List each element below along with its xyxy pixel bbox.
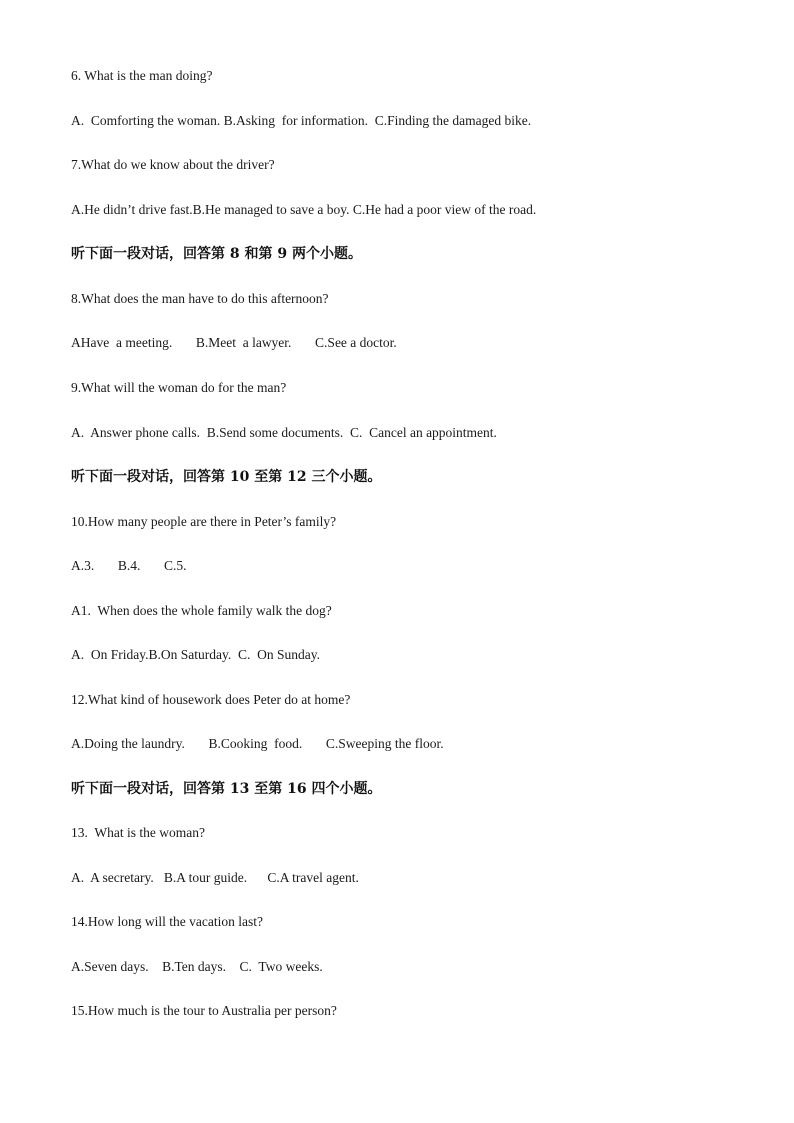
- question-14-options: A.Seven days. B.Ten days. C. Two weeks.: [71, 959, 323, 974]
- question-13-options: A. A secretary. B.A tour guide. C.A travel agent.: [71, 870, 359, 885]
- section-heading-q8-q9: 听下面一段对话，回答第 8 和第 9 两个小题。: [71, 246, 362, 262]
- question-7-options: A.He didn’t drive fast.B.He managed to save a boy. C.He had a poor view of the road.: [71, 202, 537, 217]
- question-11: A1. When does the whole family walk the dog?: [71, 603, 332, 618]
- question-9-options: A. Answer phone calls. B.Send some documents. C. Cancel an appointment.: [71, 425, 497, 440]
- question-14: 14.How long will the vacation last?: [71, 914, 263, 929]
- section-heading-q10-q12: 听下面一段对话，回答第 10 至第 12 三个小题。: [71, 469, 382, 485]
- question-12-options: A.Doing the laundry. B.Cooking food. C.Sweeping the floor.: [71, 736, 444, 751]
- question-6: 6. What is the man doing?: [71, 68, 213, 83]
- question-7: 7.What do we know about the driver?: [71, 157, 275, 172]
- question-8-options: AHave a meeting. B.Meet a lawyer. C.See a doctor.: [71, 335, 397, 350]
- question-13: 13. What is the woman?: [71, 825, 205, 840]
- question-6-options: A. Comforting the woman. B.Asking for information. C.Finding the damaged bike.: [71, 113, 532, 128]
- question-10: 10.How many people are there in Peter’s family?: [71, 514, 337, 529]
- question-11-options: A. On Friday.B.On Saturday. C. On Sunday.: [71, 647, 320, 662]
- question-9: 9.What will the woman do for the man?: [71, 380, 287, 395]
- question-15: 15.How much is the tour to Australia per person?: [71, 1003, 337, 1018]
- question-10-options: A.3. B.4. C.5.: [71, 558, 187, 573]
- question-12: 12.What kind of housework does Peter do at home?: [71, 692, 351, 707]
- section-heading-q13-q16: 听下面一段对话，回答第 13 至第 16 四个小题。: [71, 781, 382, 797]
- question-8: 8.What does the man have to do this afternoon?: [71, 291, 329, 306]
